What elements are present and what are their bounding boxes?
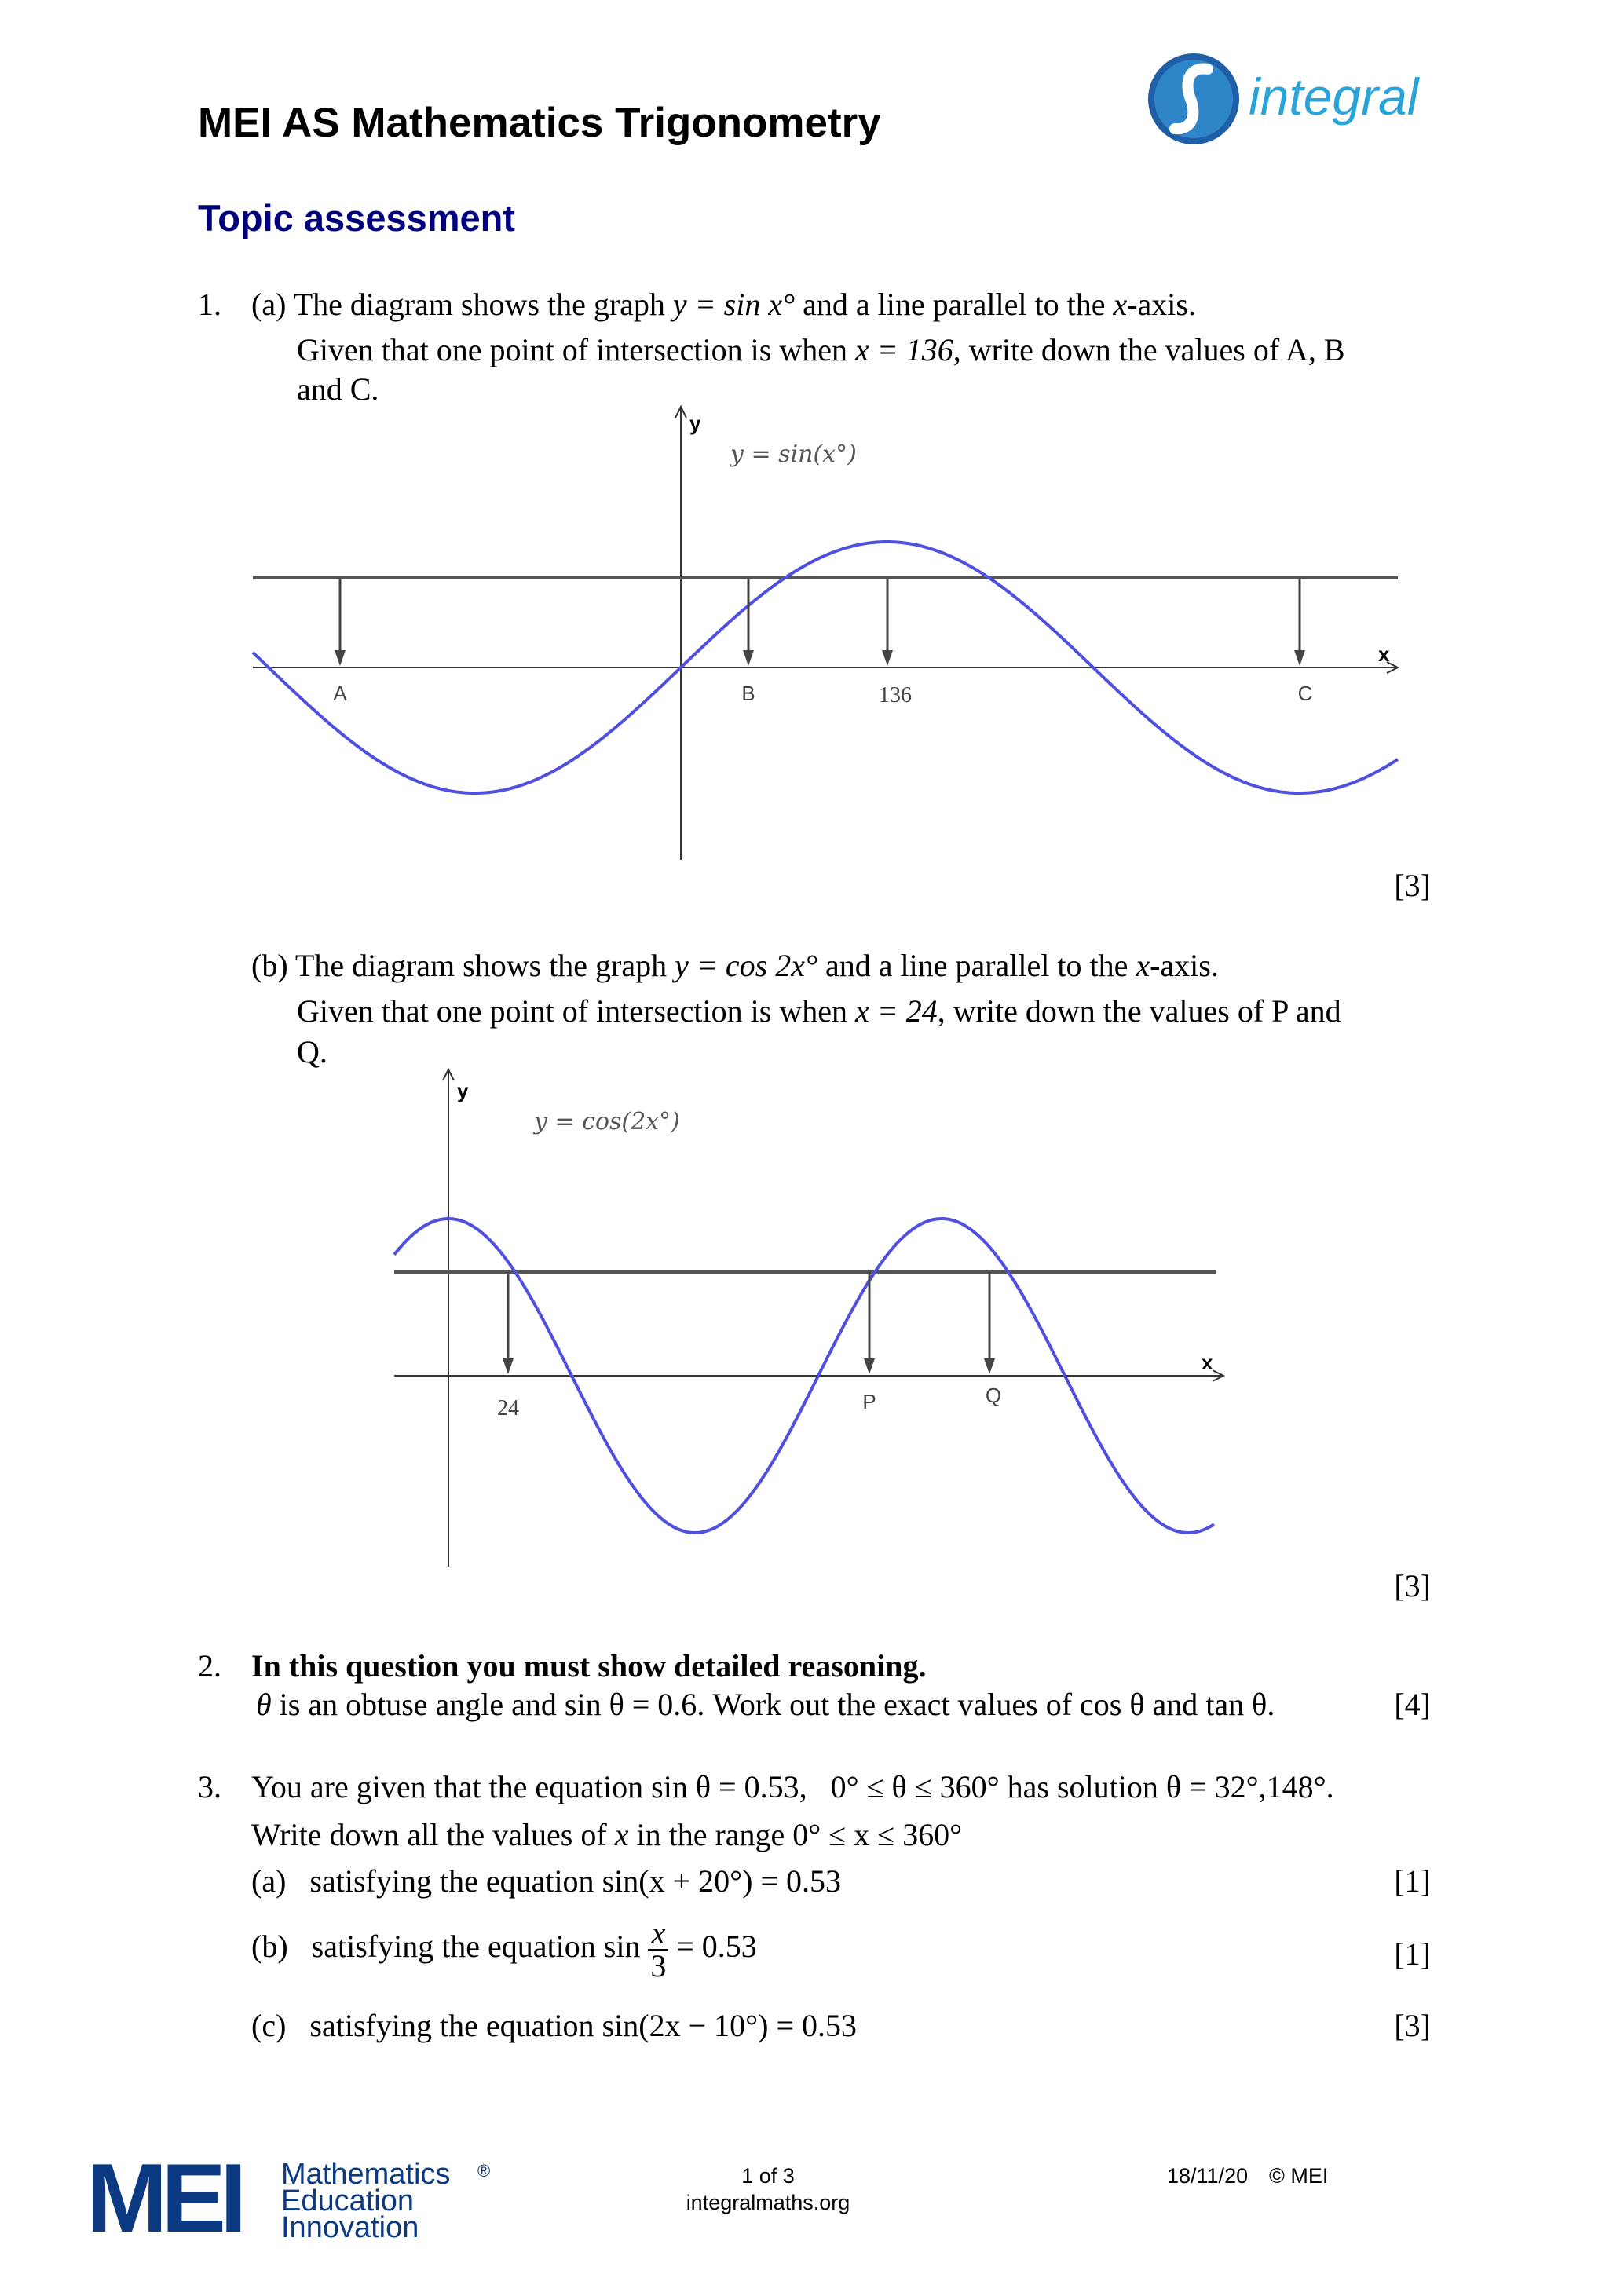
q1b-line1: (b) The diagram shows the graph y = cos 2x° and a line parallel to the x-axis.	[251, 948, 1219, 983]
cosine-label-Q: Q	[985, 1384, 1002, 1407]
q3b-marks: [1]	[1394, 1936, 1431, 1972]
sine-label-A: A	[333, 682, 347, 705]
integral-logo	[1145, 52, 1459, 154]
q3-equation: sin θ = 0.53,	[651, 1769, 807, 1804]
sine-ylabel: y	[689, 411, 701, 435]
q1b-label: (b)	[251, 948, 288, 983]
cosine-ylabel: y	[457, 1079, 469, 1102]
footer-copyright: © MEI	[1269, 2164, 1329, 2188]
cosine-arrow-24	[503, 1272, 514, 1374]
q1b-given: x = 24	[854, 993, 938, 1029]
mei-logo-line3: Innovation	[281, 2211, 419, 2244]
footer-date: 18/11/20	[1167, 2164, 1249, 2188]
cosine-title: y = cos(2x°)	[534, 1108, 680, 1135]
q1a-marks: [3]	[1394, 868, 1431, 903]
sine-graph	[236, 400, 1421, 872]
mei-logo	[86, 2144, 526, 2253]
q1a-equation: y = sin x°	[672, 287, 796, 322]
q1a-label: (a)	[251, 287, 287, 322]
q2-number: 2.	[198, 1648, 221, 1684]
sine-arrow-A	[335, 578, 346, 666]
q3-x-range: 0° ≤ x ≤ 360°	[792, 1817, 963, 1852]
integral-logo-text: integral	[1249, 68, 1419, 126]
q3a-label: (a)	[251, 1863, 287, 1899]
q1a-line1: (a) The diagram shows the graph y = sin x° and a line parallel to the x-axis.	[251, 287, 1196, 322]
q3b-fraction: $\frac{x}{3}$	[648, 1918, 668, 1982]
q1-number: 1.	[198, 287, 221, 322]
sine-label-B: B	[741, 682, 755, 705]
sine-xlabel: x	[1378, 642, 1390, 666]
q3c-marks: [3]	[1394, 2008, 1431, 2043]
page-title: MEI AS Mathematics Trigonometry	[198, 100, 881, 146]
sine-arrow-C	[1294, 578, 1305, 666]
q3c-equation: sin(2x − 10°) = 0.53	[602, 2008, 857, 2043]
mei-logo-line1: Mathematics	[281, 2158, 451, 2191]
q2-instruction: In this question you must show detailed reasoning.	[251, 1648, 927, 1684]
q3c-row: (c) satisfying the equation sin(2x − 10°) = 0.53	[251, 2008, 857, 2043]
q3a-row: (a) satisfying the equation sin(x + 20°) = 0.53	[251, 1863, 841, 1899]
q1a-line2: Given that one point of intersection is when x = 136, write down the values of A, B	[297, 332, 1345, 367]
sine-arrow-136	[882, 578, 893, 666]
q1b-line3: Q.	[297, 1034, 327, 1069]
q3-line1: You are given that the equation sin θ = 0.53, 0° ≤ θ ≤ 360° has solution θ = 32°,148°.	[251, 1769, 1334, 1804]
cosine-label-P: P	[862, 1390, 876, 1413]
q1b-equation: y = cos 2x°	[675, 948, 817, 983]
mei-logo-letters: MEI	[86, 2144, 241, 2253]
cosine-graph	[377, 1060, 1241, 1578]
q3-range: 0° ≤ θ ≤ 360°	[830, 1769, 1000, 1804]
q3-line2: Write down all the values of x in the range 0° ≤ x ≤ 360°	[251, 1817, 963, 1852]
q3a-equation: sin(x + 20°) = 0.53	[602, 1863, 841, 1899]
mei-registered: ®	[477, 2161, 491, 2181]
cosine-xlabel: x	[1202, 1351, 1213, 1374]
footer-site: integralmaths.org	[686, 2191, 850, 2214]
q1a-line3: and C.	[297, 371, 379, 407]
q1a-given: x = 136	[854, 332, 953, 367]
footer-page: 1 of 3	[741, 2164, 795, 2188]
q3-solution: θ = 32°,148°	[1165, 1769, 1326, 1804]
cosine-label-24: 24	[497, 1396, 519, 1420]
q3b-label: (b)	[251, 1929, 288, 1965]
q2-equation: sin θ = 0.6	[564, 1687, 697, 1722]
mei-logo-line2: Education	[281, 2184, 415, 2217]
q3-number: 3.	[198, 1769, 221, 1804]
cosine-arrow-Q	[984, 1272, 995, 1374]
sine-title: y = sin(x°)	[730, 441, 857, 468]
section-title: Topic assessment	[198, 197, 516, 239]
q3c-label: (c)	[251, 2008, 287, 2043]
q2-marks: [4]	[1394, 1687, 1431, 1722]
q3b-row: (b) satisfying the equation sin $\frac{x}{3}$ = 0.53	[251, 1915, 757, 1983]
q1b-marks: [3]	[1394, 1568, 1431, 1603]
q1a-text: The diagram shows the graph	[293, 287, 673, 322]
sine-label-136: 136	[879, 683, 912, 707]
sine-label-C: C	[1297, 682, 1313, 705]
q3a-marks: [1]	[1394, 1863, 1431, 1899]
q1b-line2: Given that one point of intersection is when x = 24, write down the values of P and	[297, 993, 1341, 1029]
integral-logo-icon	[1148, 53, 1239, 144]
q2-question: θ is an obtuse angle and sin θ = 0.6. Work out the exact values of cos θ and tan θ.	[256, 1687, 1275, 1722]
sine-arrow-B	[743, 578, 754, 666]
